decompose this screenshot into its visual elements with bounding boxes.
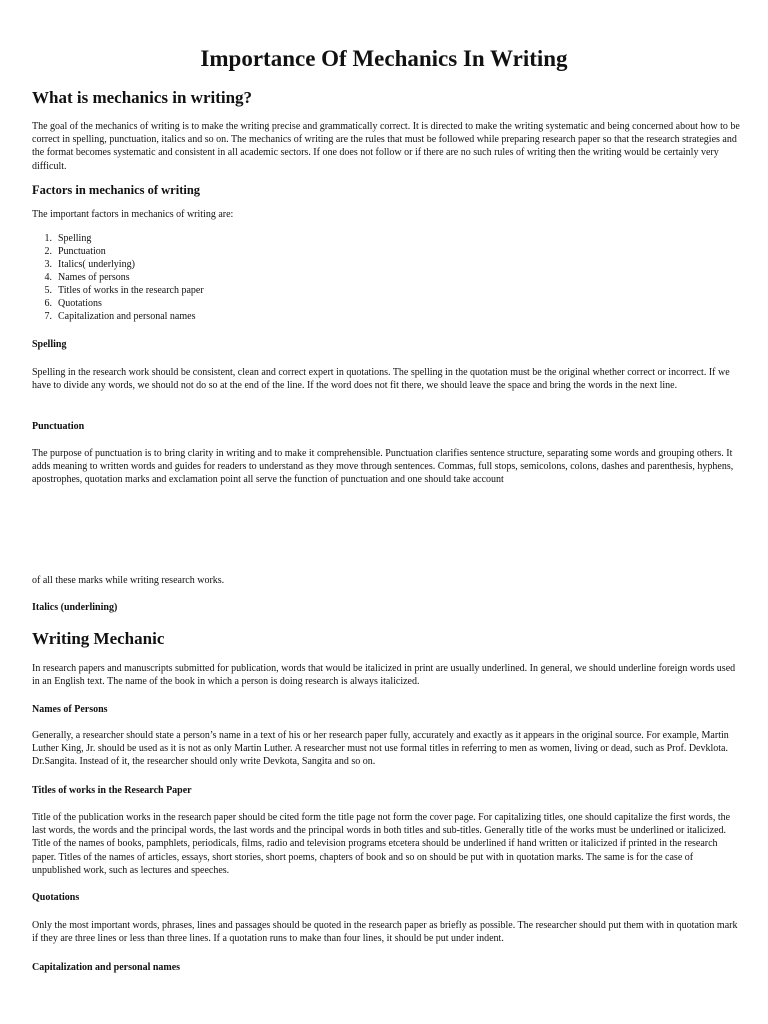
- paragraph-quotations: Only the most important words, phrases, lines and passages should be quoted in the research paper as briefly as possible. The researcher should put them with in quotation mark if they are three lines or less than three lines. If a quotation runs to make than four lines, it should be put under indent.: [32, 920, 738, 945]
- factors-list: [32, 232, 204, 323]
- page-title: Importance Of Mechanics In Writing: [200, 46, 568, 71]
- list-item: 6. Quotations: [44, 298, 102, 309]
- heading-names-of-persons: Names of Persons: [32, 704, 108, 715]
- heading-factors: Factors in mechanics of writing: [32, 183, 201, 197]
- heading-quotations: Quotations: [32, 892, 80, 903]
- paragraph-titles-of-works: Title of the publication works in the research paper should be cited form the title page not form the cover page. For capitalizing titles, one should capitalize the first words, the last words, the words and the principal words, the last words and the principal words in both titles and sub-titles. Generally title of the works must be underlined or italicized. Title of the names of books, pamphlets, periodicals, films, radio and television programs etcetera should be underlined if hand written or italicized if printed in the research paper. Titles of the names of articles, essays, short stories, short poems, chapters of book and so on should be put with in quotation marks. The same is for the case of unpublished work, such as lectures and speeches.: [32, 812, 731, 876]
- heading-capitalization: Capitalization and personal names: [32, 962, 181, 973]
- paragraph-writing-mechanic: In research papers and manuscripts submitted for publication, words that would be italicized in print are usually underlined. In general, we should underline foreign words used in an English text. The name of the book in which a person is doing research is always italicized.: [32, 663, 736, 688]
- paragraph-what-is-mechanics: The goal of the mechanics of writing is to make the writing precise and grammatically correct. It is directed to make the writing systematic and being concerned about how to be correct in spelling, punctuation, italics and so on. The mechanics of writing are the rules that must be followed while preparing research paper so that the research strategies and the format becomes systematic and consistent in all academic sectors. If one does not follow or if there are no such rules of writing then the writing would be certainly very difficult.: [32, 121, 740, 172]
- list-item: 5. Titles of works in the research paper: [44, 285, 204, 296]
- heading-titles-of-works: Titles of works in the Research Paper: [32, 785, 192, 796]
- paragraph-punctuation: The purpose of punctuation is to bring clarity in writing and to make it comprehensible. Punctuation clarifies sentence structure, separating some words and grouping others. It adds meaning to written words and guides for readers to understand as they move through sentences. Commas, full stops, semicolons, colons, dashes and parenthesis, hyphens, apostrophes, quotation marks and exclamation point all serve the function of punctuation and one should take account: [32, 448, 734, 486]
- heading-what-is-mechanics: What is mechanics in writing?: [32, 88, 253, 107]
- heading-italics: Italics (underlining): [32, 602, 118, 613]
- list-item: 1. Spelling: [44, 233, 92, 244]
- paragraph-names-of-persons: Generally, a researcher should state a person’s name in a text of his or her research paper fully, accurately and exactly as it appears in the original source. For example, Martin Luther King, Jr. should be used as it is not as only Martin Luther. A researcher must not use formal titles in referring to men as women, living or dead, such as Prof. Devklota. Dr.Sangita. Instead of it, the researcher should only write Devkota, Sangita and so on.: [32, 730, 729, 768]
- heading-punctuation: Punctuation: [32, 421, 85, 432]
- heading-spelling: Spelling: [32, 339, 67, 350]
- paragraph-factors-intro: The important factors in mechanics of writing are:: [32, 209, 234, 220]
- list-item: 4. Names of persons: [44, 272, 130, 283]
- paragraph-spelling: Spelling in the research work should be consistent, clean and correct expert in quotations. The spelling in the quotation must be the original whether correct or incorrect. If we have to divide any words, we should not do so at the end of the line. If the word does not fit there, we should leave the space and bring the words in the next line.: [32, 367, 730, 392]
- list-item: 3. Italics( underlying): [44, 259, 135, 270]
- list-item: 7. Capitalization and personal names: [44, 311, 196, 322]
- paragraph-punctuation-continued: of all these marks while writing research works.: [32, 575, 225, 586]
- list-item: 2. Punctuation: [44, 246, 106, 257]
- heading-writing-mechanic: Writing Mechanic: [32, 629, 165, 648]
